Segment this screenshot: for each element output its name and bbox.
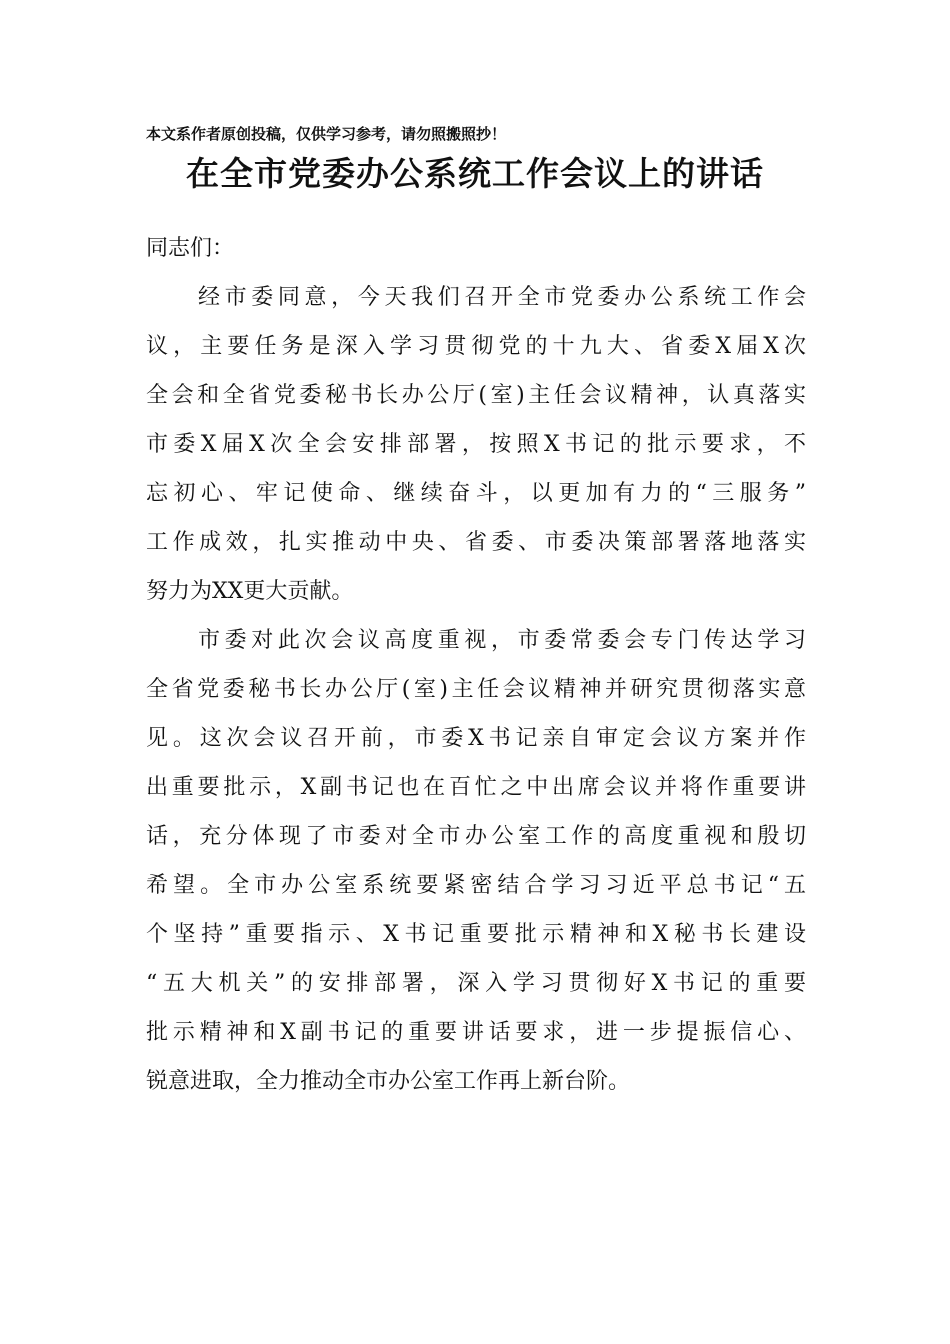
- paragraph-line: 市委X届X次全会安排部署，按照X书记的批示要求，不: [146, 432, 806, 457]
- salutation: 同志们：: [146, 236, 235, 261]
- paragraph-2: [146, 616, 806, 1106]
- disclaimer-note: 本文系作者原创投稿，仅供学习参考，请勿照搬照抄！: [146, 125, 507, 143]
- paragraph-line: 努力为XX更大贡献。: [146, 579, 354, 604]
- document-title: 在全市党委办公系统工作会议上的讲话: [186, 154, 764, 193]
- paragraph-line: 出重要批示，X副书记也在百忙之中出席会议并将作重要讲: [146, 775, 806, 800]
- paragraph-line: 锐意进取，全力推动全市办公室工作再上新台阶。: [146, 1069, 631, 1094]
- paragraph-line: 经市委同意，今天我们召开全市党委办公系统工作会: [198, 285, 806, 310]
- paragraph-line: 个坚持”重要指示、X书记重要批示精神和X秘书长建设: [146, 922, 806, 947]
- paragraph-line: 全会和全省党委秘书长办公厅(室)主任会议精神，认真落实: [146, 383, 806, 408]
- paragraph-line: 见。这次会议召开前，市委X书记亲自审定会议方案并作: [146, 726, 806, 751]
- paragraph-line: 批示精神和X副书记的重要讲话要求，进一步提振信心、: [146, 1020, 806, 1045]
- paragraph-line: 议，主要任务是深入学习贯彻党的十九大、省委X届X次: [146, 334, 806, 359]
- paragraph-line: 希望。全市办公室系统要紧密结合学习习近平总书记“五: [146, 873, 806, 898]
- paragraph-line: 话，充分体现了市委对全市办公室工作的高度重视和殷切: [146, 824, 806, 849]
- paragraph-line: 全省党委秘书长办公厅(室)主任会议精神并研究贯彻落实意: [146, 677, 806, 702]
- paragraph-1: [146, 273, 806, 616]
- paragraph-line: 忘初心、牢记使命、继续奋斗，以更加有力的“三服务”: [146, 481, 806, 506]
- paragraph-line: 市委对此次会议高度重视，市委常委会专门传达学习: [198, 628, 806, 653]
- paragraph-line: “五大机关”的安排部署，深入学习贯彻好X书记的重要: [146, 971, 806, 996]
- speech-body: [146, 224, 806, 1106]
- paragraph-line: 工作成效，扎实推动中央、省委、市委决策部署落地落实: [146, 530, 806, 555]
